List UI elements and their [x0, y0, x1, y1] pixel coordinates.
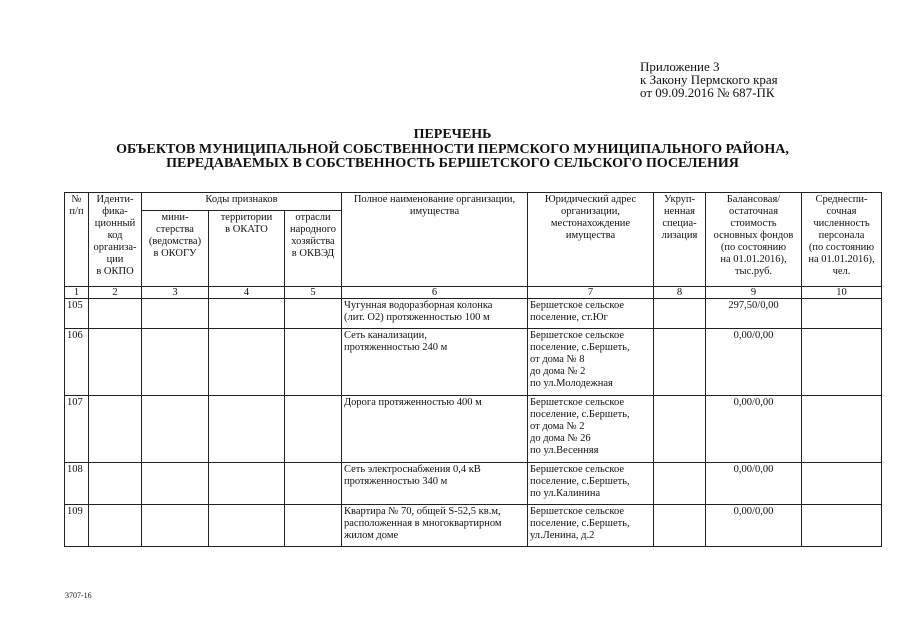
balance-value: 297,50/0,00: [706, 299, 802, 329]
column-number: 1: [65, 287, 89, 299]
object-name: Чугунная водоразборная колонка (лит. О2) протяженностью 100 м: [342, 299, 528, 329]
column-number-row: [65, 287, 882, 299]
header-codes: Коды признаков: [142, 193, 342, 211]
row-number: 106: [65, 329, 89, 396]
column-number: 8: [654, 287, 706, 299]
object-address: Бершетское сельское поселение, с.Бершеть, ул.Ленина, д.2: [528, 505, 654, 547]
object-address: Бершетское сельское поселение, с.Бершеть, от дома № 8 до дома № 2 по ул.Молодежная: [528, 329, 654, 396]
column-number: 4: [209, 287, 285, 299]
balance-value: 0,00/0,00: [706, 505, 802, 547]
row-number: 109: [65, 505, 89, 547]
balance-value: 0,00/0,00: [706, 463, 802, 505]
appendix-line: к Закону Пермского края: [640, 72, 778, 87]
header-territory: территории в ОКАТО: [209, 211, 285, 287]
balance-value: 0,00/0,00: [706, 329, 802, 396]
table-row: [65, 463, 882, 505]
row-number: 108: [65, 463, 89, 505]
header-row: [65, 193, 882, 211]
document-code: 3707-16: [65, 591, 92, 600]
header-name: Полное наименование организации, имущества: [342, 193, 528, 287]
column-number: 3: [142, 287, 209, 299]
title-line: ПЕРЕДАВАЕМЫХ В СОБСТВЕННОСТЬ БЕРШЕТСКОГО СЕЛЬСКОГО ПОСЕЛЕНИЯ: [166, 156, 739, 171]
object-address: Бершетское сельское поселение, с.Бершеть, по ул.Калинина: [528, 463, 654, 505]
header-ministry: мини- стерства (ведомства) в ОКОГУ: [142, 211, 209, 287]
header-num: № п/п: [65, 193, 89, 287]
property-table: [64, 192, 882, 547]
object-address: Бершетское сельское поселение, с.Бершеть, от дома № 2 до дома № 26 по ул.Весенняя: [528, 396, 654, 463]
column-number: 2: [89, 287, 142, 299]
header-industry: отрасли народного хозяйства в ОКВЭД: [285, 211, 342, 287]
document-title: [0, 128, 905, 172]
table-row: [65, 299, 882, 329]
balance-value: 0,00/0,00: [706, 396, 802, 463]
column-number: 9: [706, 287, 802, 299]
object-name: Дорога протяженностью 400 м: [342, 396, 528, 463]
appendix-block: [640, 60, 778, 99]
header-balance: Балансовая/ остаточная стоимость основных фондов (по состоянию на 01.01.2016), тыс.руб.: [706, 193, 802, 287]
appendix-line: от 09.09.2016 № 687-ПК: [640, 85, 775, 100]
header-address: Юридический адрес организации, местонахождение имущества: [528, 193, 654, 287]
column-number: 5: [285, 287, 342, 299]
column-number: 7: [528, 287, 654, 299]
header-ident: Иденти- фика- ционный код организа- ции в ОКПО: [89, 193, 142, 287]
object-name: Сеть электроснабжения 0,4 кВ протяженностью 340 м: [342, 463, 528, 505]
title-line: ОБЪЕКТОВ МУНИЦИПАЛЬНОЙ СОБСТВЕННОСТИ ПЕРМСКОГО МУНИЦИПАЛЬНОГО РАЙОНА,: [116, 141, 789, 157]
appendix-line: Приложение 3: [640, 59, 720, 74]
object-name: Сеть канализации, протяженностью 240 м: [342, 329, 528, 396]
table-row: [65, 505, 882, 547]
title-line: ПЕРЕЧЕНЬ: [413, 127, 492, 142]
column-number: 6: [342, 287, 528, 299]
object-name: Квартира № 70, общей S-52,5 кв.м, расположенная в многоквартирном жилом доме: [342, 505, 528, 547]
column-number: 10: [802, 287, 882, 299]
row-number: 107: [65, 396, 89, 463]
table-row: [65, 329, 882, 396]
header-staff: Среднеспи- сочная численность персонала (по состоянию на 01.01.2016), чел.: [802, 193, 882, 287]
table-row: [65, 396, 882, 463]
header-enlarged: Укруп- ненная специа- лизация: [654, 193, 706, 287]
object-address: Бершетское сельское поселение, ст.Юг: [528, 299, 654, 329]
row-number: 105: [65, 299, 89, 329]
